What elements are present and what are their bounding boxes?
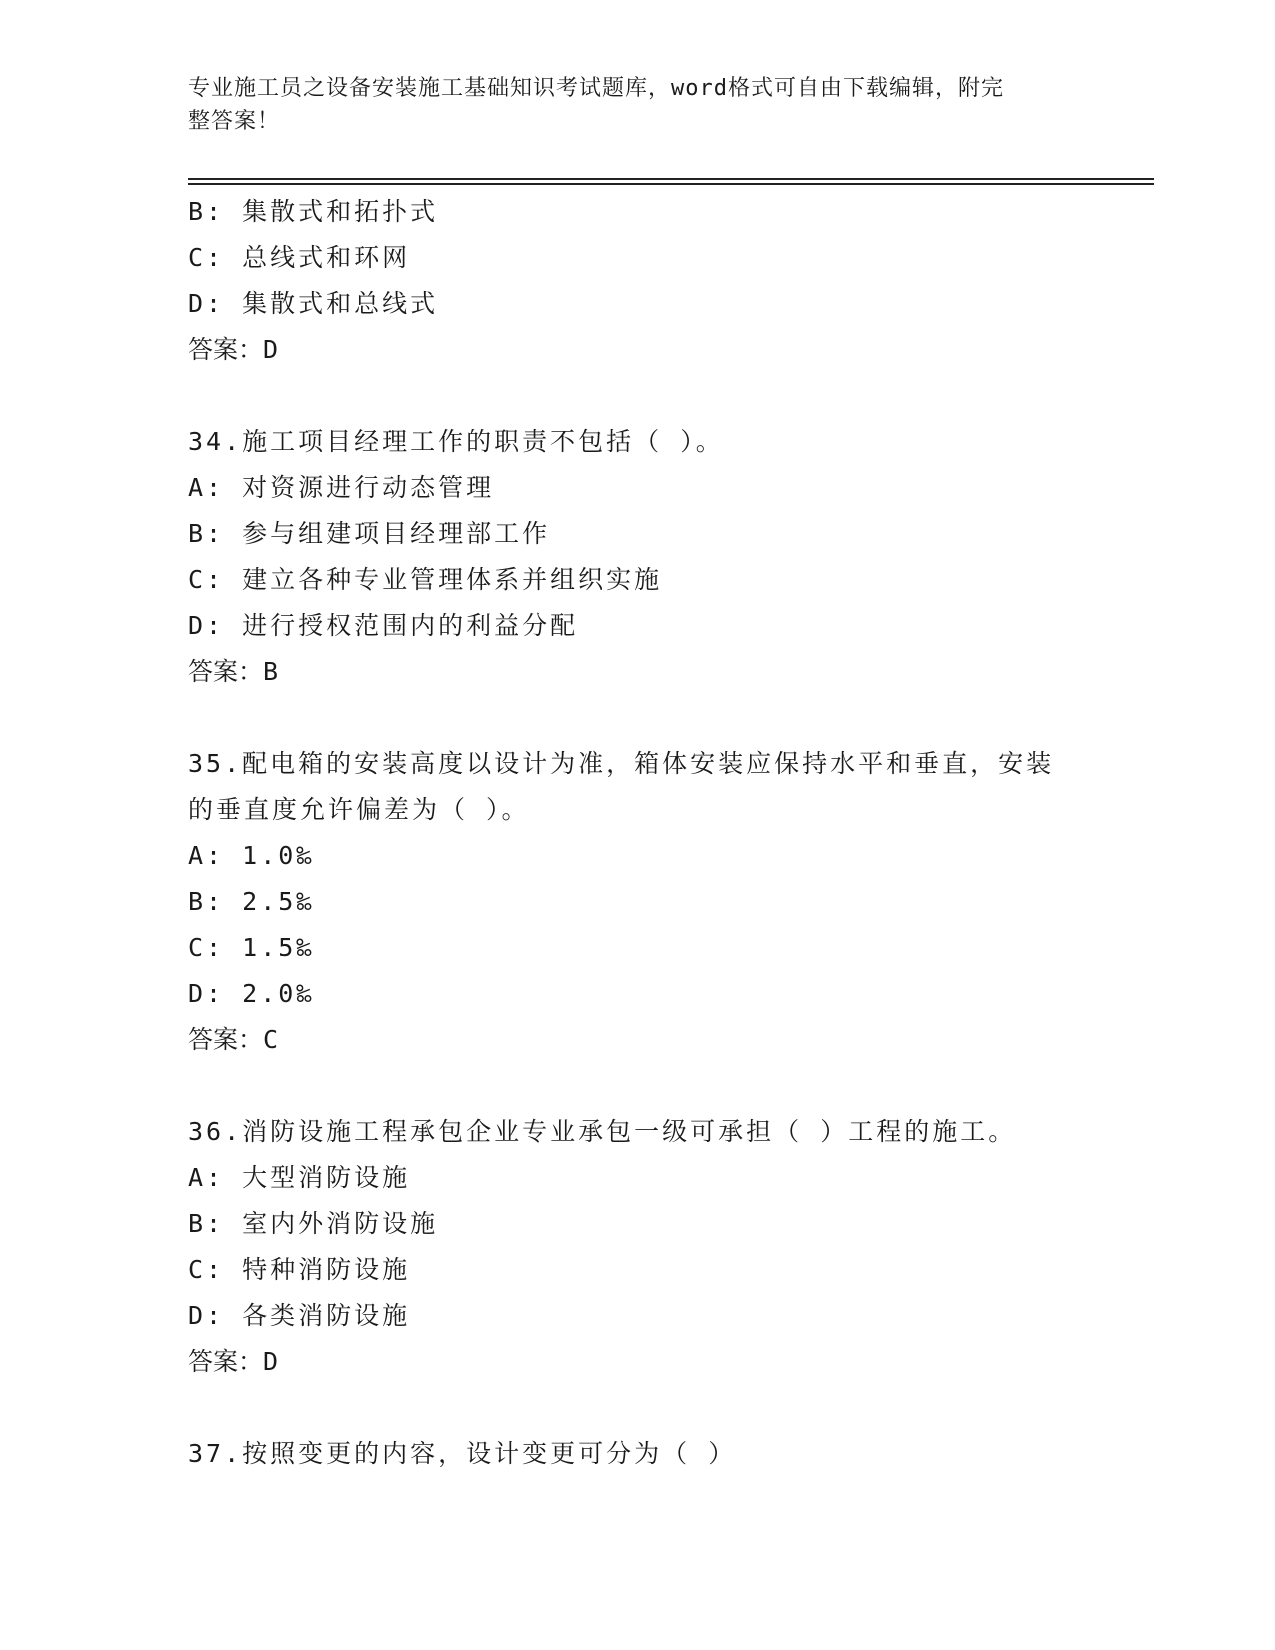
option-b: B: 室内外消防设施 [188,1209,439,1238]
question-stem-line-2: 的垂直度允许偏差为（ ）。 [188,795,530,824]
answer-line: 答案：B [188,657,279,686]
header-line-1: 专业施工员之设备安装施工基础知识考试题库，word格式可自由下载编辑，附完 [188,76,1004,101]
question-stem: 37.按照变更的内容，设计变更可分为（ ） [188,1439,737,1468]
question-36 [188,1109,1088,1385]
answer-line: 答案：C [188,1025,279,1054]
option-d: D: 进行授权范围内的利益分配 [188,611,579,640]
option-c: C: 总线式和环网 [188,243,411,272]
question-33-continued [188,189,1088,373]
option-c: C: 1.5‰ [188,933,315,962]
option-c: C: 特种消防设施 [188,1255,411,1284]
option-d: D: 各类消防设施 [188,1301,411,1330]
answer-line: 答案：D [188,335,279,364]
question-stem: 36.消防设施工程承包企业专业承包一级可承担（ ）工程的施工。 [188,1117,1017,1146]
question-list [188,189,1088,1477]
header-divider-bottom [188,183,1154,185]
option-b: B: 集散式和拓扑式 [188,197,439,226]
header-line-2: 整答案！ [188,109,281,134]
option-a: A: 1.0‰ [188,841,315,870]
question-34 [188,419,1088,695]
question-stem-line-1: 35.配电箱的安装高度以设计为准，箱体安装应保持水平和垂直，安装 [188,749,1055,778]
question-37 [188,1431,1088,1477]
option-c: C: 建立各种专业管理体系并组织实施 [188,565,663,594]
option-d: D: 集散式和总线式 [188,289,439,318]
question-35 [188,741,1088,1063]
header-divider-top [188,178,1154,180]
option-d: D: 2.0‰ [188,979,315,1008]
option-b: B: 2.5‰ [188,887,315,916]
option-a: A: 对资源进行动态管理 [188,473,495,502]
option-b: B: 参与组建项目经理部工作 [188,519,551,548]
document-header [188,72,1068,138]
option-a: A: 大型消防设施 [188,1163,411,1192]
question-stem: 34.施工项目经理工作的职责不包括（ ）。 [188,427,724,456]
answer-line: 答案：D [188,1347,279,1376]
